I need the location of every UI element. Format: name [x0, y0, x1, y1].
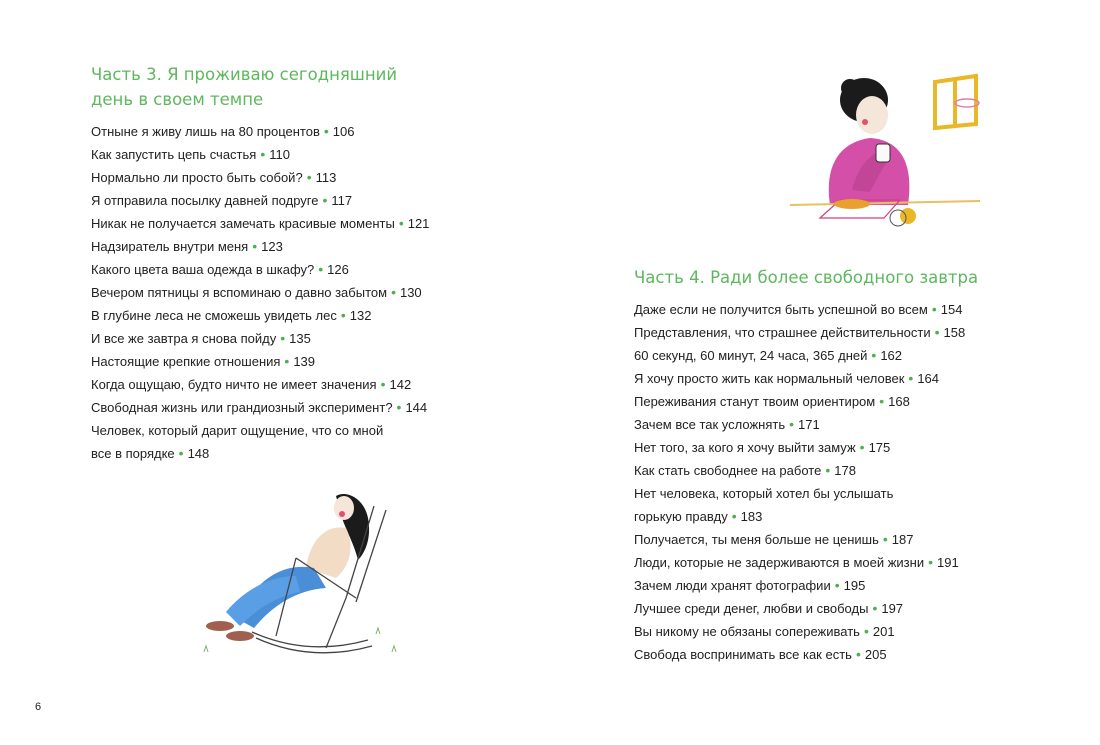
bullet-dot-icon: •: [879, 393, 885, 409]
bullet-dot-icon: •: [306, 169, 312, 185]
section-title-part3: Часть 3. Я проживаю сегодняшний день в своем темпе: [91, 65, 398, 109]
rocking-chair-woman-illustration: [196, 488, 406, 660]
bullet-dot-icon: •: [872, 600, 878, 616]
toc-entry[interactable]: [91, 235, 451, 258]
toc-entry-page: 110: [269, 147, 290, 162]
toc-entry-page: 183: [740, 509, 763, 524]
toc-entry-page: 144: [405, 400, 428, 415]
bullet-dot-icon: •: [731, 508, 737, 524]
toc-entry-page: 121: [407, 216, 430, 231]
bullet-dot-icon: •: [928, 554, 933, 570]
bullet-dot-icon: •: [855, 646, 861, 662]
toc-entry-title: Даже если не получится быть успешной во всем: [634, 302, 928, 317]
bullet-dot-icon: •: [871, 347, 877, 363]
toc-entry-page: 158: [943, 325, 966, 340]
toc-entry[interactable]: [634, 482, 904, 528]
toc-entry-page: 139: [293, 354, 316, 369]
toc-entry[interactable]: [91, 350, 451, 373]
toc-entry-title: Нет человека, который хотел бы услышать горькую правду: [634, 486, 894, 524]
toc-entry-page: 168: [888, 394, 910, 409]
toc-entry-title: Никак не получается замечать красивые моменты: [91, 216, 395, 231]
bullet-dot-icon: •: [882, 531, 888, 547]
bullet-dot-icon: •: [396, 399, 402, 415]
bullet-dot-icon: •: [931, 301, 937, 317]
toc-section-part4: [634, 265, 994, 666]
toc-entry[interactable]: [634, 344, 994, 367]
toc-entry-title: Зачем люди хранят фотографии: [634, 578, 831, 593]
bullet-dot-icon: •: [380, 376, 386, 392]
toc-entry-title: Нет того, за кого я хочу выйти замуж: [634, 440, 856, 455]
toc-entry[interactable]: [634, 643, 994, 666]
bullet-dot-icon: •: [934, 324, 940, 340]
bullet-dot-icon: •: [398, 215, 404, 231]
toc-entry-title: Вы никому не обязаны сопереживать: [634, 624, 860, 639]
bullet-dot-icon: •: [789, 416, 795, 432]
toc-entry-title: 60 секунд, 60 минут, 24 часа, 365 дней: [634, 348, 868, 363]
bullet-dot-icon: •: [284, 353, 290, 369]
toc-entry[interactable]: [634, 551, 994, 574]
toc-entry-title: Зачем все так усложнять: [634, 417, 786, 432]
toc-entry[interactable]: [634, 436, 994, 459]
toc-entry-title: И все же завтра я снова пойду: [91, 331, 277, 346]
toc-entry[interactable]: [634, 574, 994, 597]
toc-entry-title: Настоящие крепкие отношения: [91, 354, 281, 369]
toc-list-part4: [634, 298, 994, 666]
toc-entry-page: 162: [880, 348, 903, 363]
toc-entry[interactable]: [91, 189, 451, 212]
toc-entry-title: Я отправила посылку давней подруге: [91, 193, 319, 208]
toc-entry[interactable]: [634, 413, 994, 436]
toc-entry[interactable]: [634, 459, 994, 482]
toc-entry-title: Переживания станут твоим ориентиром: [634, 394, 876, 409]
toc-entry-title: Надзиратель внутри меня: [91, 239, 249, 254]
toc-section-part3: [91, 62, 451, 465]
toc-entry-page: 117: [331, 193, 353, 208]
toc-entry-page: 113: [315, 170, 337, 185]
bullet-dot-icon: •: [252, 238, 258, 254]
toc-entry-page: 130: [399, 285, 422, 300]
toc-entry[interactable]: [634, 597, 994, 620]
toc-entry-page: 171: [798, 417, 820, 432]
toc-entry-title: Люди, которые не задерживаются в моей жизни: [634, 555, 925, 570]
bullet-dot-icon: •: [859, 439, 865, 455]
toc-entry-title: Вечером пятницы я вспоминаю о давно забытом: [91, 285, 388, 300]
toc-entry-page: 205: [864, 647, 887, 662]
woman-drinking-tea-illustration: [780, 70, 990, 235]
toc-entry-title: Нормально ли просто быть собой?: [91, 170, 303, 185]
toc-entry-page: 148: [187, 446, 210, 461]
toc-entry[interactable]: [91, 281, 451, 304]
toc-entry[interactable]: [91, 143, 451, 166]
toc-entry[interactable]: [91, 373, 451, 396]
toc-entry-title: Получается, ты меня больше не ценишь: [634, 532, 879, 547]
toc-entry[interactable]: [634, 298, 994, 321]
toc-entry[interactable]: [91, 120, 451, 143]
toc-entry[interactable]: [91, 419, 391, 465]
toc-entry-title: Представления, что страшнее действительности: [634, 325, 931, 340]
toc-entry[interactable]: [634, 390, 994, 413]
bullet-dot-icon: •: [391, 284, 396, 300]
toc-entry-page: 178: [834, 463, 856, 478]
section-title-part4: Часть 4. Ради более свободного завтра: [634, 268, 979, 287]
toc-entry[interactable]: [91, 304, 451, 327]
bullet-dot-icon: •: [280, 330, 286, 346]
toc-entry-page: 106: [332, 124, 355, 139]
bullet-dot-icon: •: [908, 370, 914, 386]
toc-entry-title: Свобода воспринимать все как есть: [634, 647, 852, 662]
toc-entry[interactable]: [634, 620, 994, 643]
toc-entry-page: 142: [389, 377, 412, 392]
bullet-dot-icon: •: [863, 623, 869, 639]
page-number: 6: [35, 701, 42, 713]
toc-entry-page: 175: [868, 440, 891, 455]
bullet-dot-icon: •: [825, 462, 831, 478]
toc-entry[interactable]: [634, 528, 994, 551]
toc-entry[interactable]: [91, 166, 451, 189]
toc-entry-title: Когда ощущаю, будто ничто не имеет значения: [91, 377, 377, 392]
toc-entry-page: 197: [881, 601, 904, 616]
toc-entry-title: Лучшее среди денег, любви и свободы: [634, 601, 869, 616]
toc-entry-page: 123: [261, 239, 283, 254]
toc-entry[interactable]: [91, 258, 451, 281]
toc-entry-title: Отныне я живу лишь на 80 процентов: [91, 124, 320, 139]
toc-entry-page: 187: [891, 532, 914, 547]
toc-entry-title: Я хочу просто жить как нормальный человек: [634, 371, 905, 386]
toc-entry[interactable]: [634, 321, 994, 344]
bullet-dot-icon: •: [834, 577, 840, 593]
toc-entry-page: 195: [843, 578, 866, 593]
toc-entry-page: 154: [940, 302, 963, 317]
bullet-dot-icon: •: [260, 146, 266, 162]
toc-entry-page: 126: [327, 262, 349, 277]
bullet-dot-icon: •: [178, 445, 184, 461]
toc-entry-page: 191: [936, 555, 959, 570]
toc-entry-page: 164: [917, 371, 940, 386]
toc-entry-title: Свободная жизнь или грандиозный эксперимент?: [91, 400, 393, 415]
toc-entry-title: В глубине леса не сможешь увидеть лес: [91, 308, 337, 323]
bullet-dot-icon: •: [318, 261, 324, 277]
toc-entry-title: Какого цвета ваша одежда в шкафу?: [91, 262, 315, 277]
toc-entry[interactable]: [91, 327, 451, 350]
toc-entry-title: Человек, который дарит ощущение, что со мной все в порядке: [91, 423, 384, 461]
toc-entry-title: Как запустить цепь счастья: [91, 147, 257, 162]
toc-entry-title: Как стать свободнее на работе: [634, 463, 822, 478]
toc-entry[interactable]: [91, 396, 451, 419]
bullet-dot-icon: •: [340, 307, 346, 323]
toc-entry-page: 132: [349, 308, 372, 323]
toc-entry[interactable]: [91, 212, 451, 235]
toc-list-part3: [91, 120, 451, 465]
bullet-dot-icon: •: [322, 192, 328, 208]
bullet-dot-icon: •: [323, 123, 329, 139]
toc-entry-page: 201: [872, 624, 895, 639]
toc-entry[interactable]: [634, 367, 994, 390]
toc-entry-page: 135: [289, 331, 311, 346]
